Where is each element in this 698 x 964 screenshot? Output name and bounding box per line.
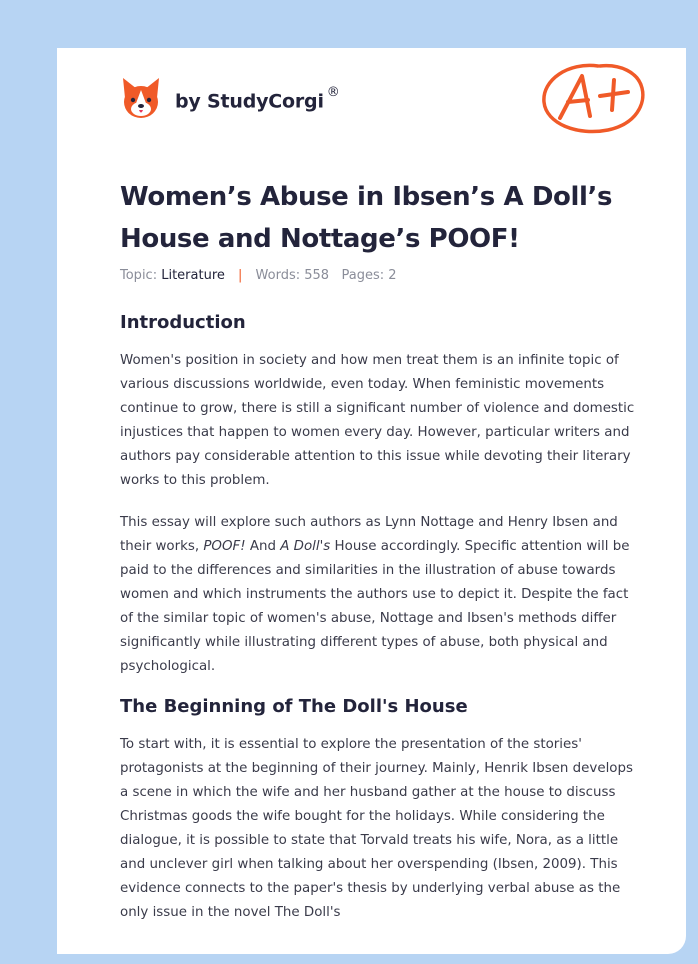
corgi-icon: [121, 76, 161, 120]
topic-link[interactable]: Literature: [161, 268, 225, 283]
intro-paragraph-1: Women's position in society and how men treat them is an infinite topic of various discussions worldwide, even today. When feministic movements continue to grow, there is still a significant number of violence and domestic injustices that happen to women every day. However, particular writers and authors pay considerable attention to this issue while devoting their literary works to this problem.: [120, 353, 635, 488]
a-plus-grade-badge: [538, 58, 648, 142]
article-title: Women’s Abuse in Ibsen’s A Doll’s House and Nottage’s POOF!: [120, 182, 613, 254]
a-plus-icon: [538, 58, 648, 138]
section-heading-introduction: Introduction: [120, 312, 246, 333]
document-page: [57, 48, 686, 954]
topic-label: Topic:: [120, 268, 158, 283]
brand-name: by StudyCorgi ®: [175, 85, 340, 113]
article-meta: [120, 268, 397, 283]
page-count: Pages: 2: [341, 268, 397, 283]
word-count: Words: 558: [255, 268, 330, 283]
meta-separator: |: [238, 268, 243, 283]
section-heading-beginning: The Beginning of The Doll's House: [120, 696, 468, 717]
intro-paragraph-2: This essay will explore such authors as Lynn Nottage and Henry Ibsen and their works, POOF! And A Doll's House accordingly. Specific attention will be paid to the differences and similarities in the illustration of abuse towards women and which instruments the authors use to depict it. Despite the fact of the similar topic of women's abuse, Nottage and Ibsen's methods differ significantly while illustrating different types of abuse, both physical and psychological.: [120, 515, 630, 674]
studycorgi-logo[interactable]: [121, 75, 340, 121]
beginning-paragraph-1: To start with, it is essential to explore the presentation of the stories' protagonists at the beginning of their journey. Mainly, Henrik Ibsen develops a scene in which the wife and her husband gather at the house to discuss Christmas goods the wife bought for the holidays. While considering the dialogue, it is possible to state that Torvald treats his wife, Nora, as a little and unclever girl when talking about her overspending (Ibsen, 2009). This evidence connects to the paper's thesis by underlying verbal abuse as the only issue in the novel The Doll's: [120, 737, 633, 920]
